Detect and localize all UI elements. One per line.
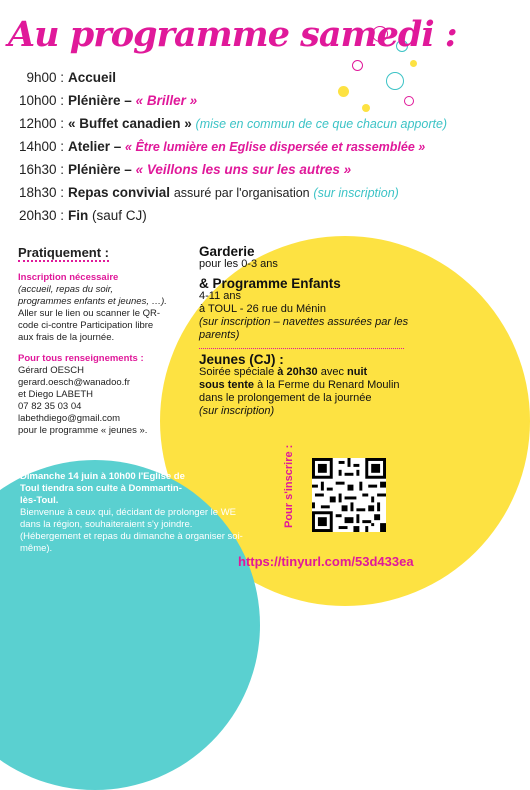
practical-info (18, 247, 168, 437)
signup-link[interactable]: https://tinyurl.com/53d433ea (238, 554, 414, 569)
practical-heading: Pratiquement : (18, 245, 110, 260)
jeunes-line (199, 379, 409, 392)
schedule-time: 10h00 : (18, 93, 64, 108)
schedule-time: 12h00 : (18, 116, 64, 131)
signup-label: Pour s'inscrire : (283, 444, 295, 528)
contact-phone: 07 82 35 03 04 (18, 401, 82, 412)
schedule-label: Accueil (68, 70, 117, 85)
sunday-info (20, 471, 250, 555)
schedule-label: Repas convivial (68, 185, 171, 200)
sunday-heading: Dimanche 14 juin à 10h00 l'Eglise de Toul tiendra son culte à Dommartin-lès-Toul. (20, 471, 185, 506)
schedule-theme: « Veillons les uns sur les autres » (135, 162, 352, 177)
schedule-label: « Buffet canadien » (68, 116, 192, 131)
jeunes-text: nuit (347, 366, 368, 378)
schedule-time: 18h30 : (18, 185, 64, 200)
schedule-label: Plénière – (68, 93, 132, 108)
schedule-theme: « Briller » (135, 93, 198, 108)
inscription-text: Aller sur le lien ou scanner le QR-code ci-contre Participation libre aux frais de la journée. (18, 308, 161, 343)
garderie-ages: pour les 0-3 ans (199, 258, 278, 270)
schedule-label: Atelier – (68, 139, 122, 154)
jeunes-text: Soirée spéciale (199, 366, 278, 378)
sunday-text: Bienvenue à ceux qui, décidant de prolonger le WE dans la région, souhaiteraient s'y joindre. (Hébergement et repas du dimanche à organiser soi-même). (20, 507, 243, 554)
children-program (199, 245, 409, 418)
schedule-label: Plénière – (68, 162, 132, 177)
schedule-time: 9h00 : (26, 70, 64, 85)
divider (199, 348, 404, 349)
jeunes-line: dans le prolongement de la journée (199, 392, 372, 404)
enfants-location: à TOUL - 26 rue du Ménin (199, 303, 326, 315)
enfants-ages: 4-11 ans (199, 290, 241, 302)
contact-email[interactable]: gerard.oesch@wanadoo.fr (18, 377, 131, 388)
contact-line: et Diego LABETH (18, 389, 93, 400)
qr-code-icon[interactable] (312, 458, 386, 532)
enfants-heading: & Programme Enfants (199, 276, 341, 291)
schedule-note: (mise en commun de ce que chacun apporte) (195, 117, 448, 131)
schedule-label: Fin (68, 208, 89, 223)
contact-email[interactable]: labethdiego@gmail.com (18, 413, 121, 424)
garderie-heading: Garderie (199, 244, 255, 259)
contact-line: pour le programme « jeunes ». (18, 425, 148, 436)
schedule-detail: assuré par l'organisation (173, 186, 310, 200)
schedule-theme: « Être lumière en Eglise dispersée et rassemblée » (125, 140, 426, 154)
inscription-details: (accueil, repas du soir, programmes enfants et jeunes, …). (18, 284, 167, 307)
enfants-note: (sur inscription – navettes assurées par les parents) (199, 316, 409, 341)
inscription-heading: Inscription nécessaire (18, 272, 119, 283)
jeunes-heading: Jeunes (CJ) : (199, 352, 284, 367)
jeunes-text: avec (317, 366, 348, 378)
page-title: Au programme samedi : (8, 14, 457, 55)
schedule-note: (sur inscription) (313, 186, 399, 200)
jeunes-text: à la Ferme du Renard Moulin (254, 379, 400, 391)
schedule-time: 16h30 : (18, 162, 64, 177)
schedule-detail: (sauf CJ) (92, 208, 147, 223)
jeunes-time: à 20h30 (277, 366, 318, 378)
schedule-time: 14h00 : (18, 139, 64, 154)
contact-heading: Pour tous renseignements : (18, 353, 144, 364)
jeunes-text: sous tente (199, 379, 255, 391)
contact-line: Gérard OESCH (18, 365, 84, 376)
jeunes-line (199, 366, 409, 379)
schedule-time: 20h30 : (18, 208, 64, 223)
jeunes-note: (sur inscription) (199, 405, 275, 417)
